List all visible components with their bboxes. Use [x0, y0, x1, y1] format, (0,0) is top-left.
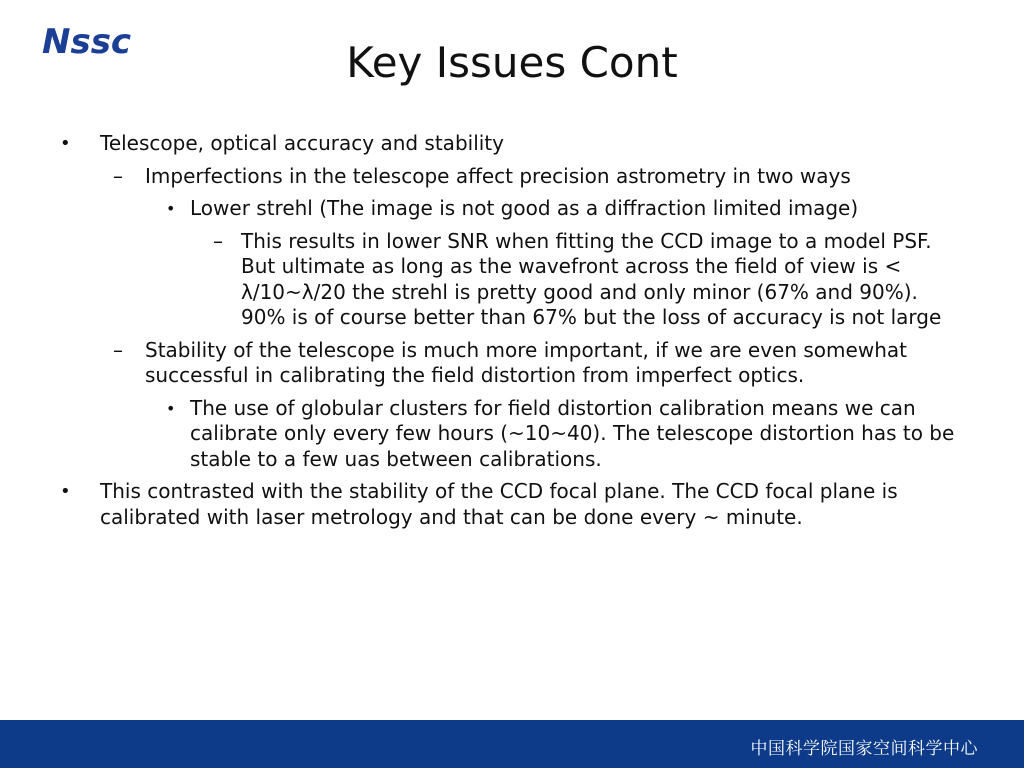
- bullet-item: [166, 395, 960, 473]
- bullet-marker: –: [213, 228, 223, 253]
- bullet-text: Lower strehl (The image is not good as a diffraction limited image): [190, 196, 859, 220]
- logo-text: Nssc: [42, 22, 132, 60]
- bullet-marker: •: [166, 398, 176, 418]
- bullet-item: [166, 196, 960, 222]
- bullet-item: [60, 131, 962, 157]
- footer-bar: [0, 720, 1024, 768]
- bullet-item: [213, 228, 963, 331]
- bullet-item: [113, 163, 945, 190]
- bullet-marker: •: [166, 199, 176, 218]
- bullet-item: [113, 337, 945, 389]
- bullet-text: This contrasted with the stability of the CCD focal plane. The CCD focal plane is calibrated with laser metrology and that can be done every ~ minute.: [100, 479, 898, 529]
- bullet-text: The use of globular clusters for field distortion calibration means we can calibrate only every few hours (~10~40). The telescope distortion has to be stable to a few uas between calibrations.: [190, 395, 955, 471]
- slide-title: Key Issues Cont: [346, 38, 678, 87]
- bullet-list: [0, 131, 1024, 537]
- bullet-text: This results in lower SNR when fitting the CCD image to a model PSF. But ultimate as long as the wavefront across the field of view is < λ/10~λ/20 the strehl is pretty good and only minor (67% and 90%). 90% is of course better than 67% but the loss of accuracy is not large: [241, 228, 942, 329]
- bullet-text: Imperfections in the telescope affect precision astrometry in two ways: [145, 163, 851, 188]
- bullet-text: Stability of the telescope is much more important, if we are even somewhat successful in calibrating the field distortion from imperfect optics.: [145, 337, 907, 387]
- footer-institution-name: 中国科学院国家空间科学中心: [750, 739, 978, 759]
- bullet-marker: –: [113, 337, 123, 362]
- bullet-text: Telescope, optical accuracy and stability: [100, 131, 504, 155]
- bullet-item: [60, 479, 962, 530]
- bullet-marker: –: [113, 163, 123, 188]
- bullet-marker: •: [60, 133, 71, 154]
- bullet-marker: •: [60, 481, 71, 502]
